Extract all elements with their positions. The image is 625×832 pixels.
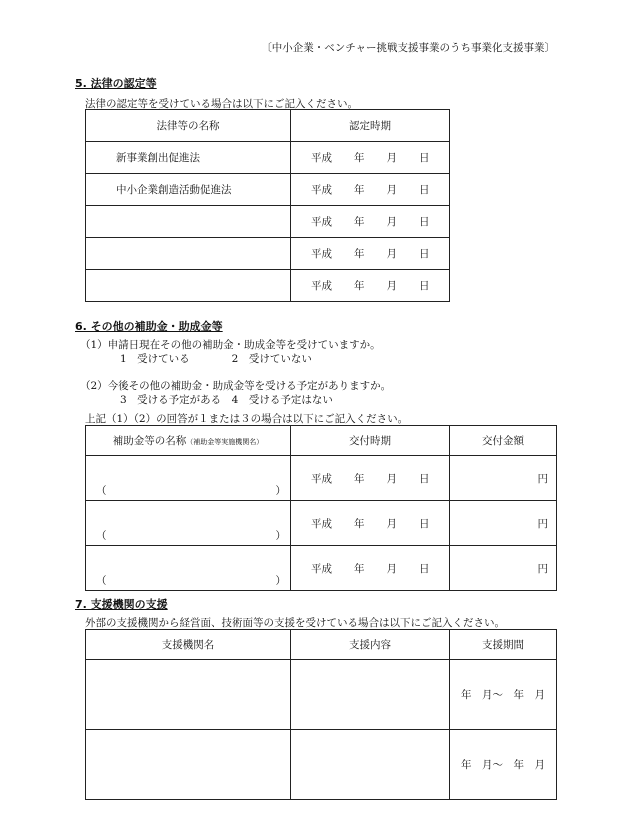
grant-date-cell[interactable] xyxy=(291,501,450,546)
support-period-text: 年 月～ 年 月 xyxy=(461,759,545,771)
section7-title: 7. 支援機関の支援 xyxy=(75,598,168,611)
program-note: 〔中小企業・ベンチャー挑戦支援事業のうち事業化支援事業〕 xyxy=(261,42,555,54)
month-label: 月 xyxy=(386,184,397,196)
year-label: 年 xyxy=(354,216,365,228)
yen-unit: 円 xyxy=(537,517,548,530)
grant-amount-cell[interactable] xyxy=(450,546,557,591)
grant-amount-header: 交付金額 xyxy=(450,426,557,456)
subsidy-name-cell[interactable] xyxy=(86,501,291,546)
section6-title: 6. その他の補助金・助成金等 xyxy=(75,320,223,333)
law-name-cell[interactable] xyxy=(86,142,291,174)
close-paren: ） xyxy=(275,485,286,497)
support-content-cell[interactable] xyxy=(291,730,450,800)
year-label: 年 xyxy=(354,280,365,292)
support-period-cell[interactable] xyxy=(450,730,557,800)
day-label: 日 xyxy=(419,152,430,164)
month-label: 月 xyxy=(386,152,397,164)
agency-name-cell[interactable] xyxy=(86,660,291,730)
law-name-cell[interactable] xyxy=(86,270,291,302)
month-label: 月 xyxy=(386,472,397,485)
certification-date-cell[interactable] xyxy=(291,270,450,302)
law-certification-table xyxy=(85,109,450,302)
year-label: 年 xyxy=(354,184,365,196)
close-paren: ） xyxy=(275,575,286,587)
day-label: 日 xyxy=(419,562,430,575)
law-name-text xyxy=(86,280,116,292)
grant-date-header: 交付時期 xyxy=(291,426,450,456)
open-paren: （ xyxy=(96,530,107,542)
certification-date-cell[interactable] xyxy=(291,142,450,174)
certification-date-cell[interactable] xyxy=(291,238,450,270)
law-name-cell[interactable] xyxy=(86,174,291,206)
era-label: 平成 xyxy=(311,562,332,575)
day-label: 日 xyxy=(419,248,430,260)
question-2: （2）今後その他の補助金・助成金等を受ける予定がありますか。 xyxy=(80,380,392,392)
question-2-options: 3 受ける予定がある 4 受ける予定はない xyxy=(120,394,333,406)
section7-note: 外部の支援機関から経営面、技術面等の支援を受けている場合は以下にご記入ください。 xyxy=(85,617,505,629)
era-label: 平成 xyxy=(311,216,332,228)
support-agency-table xyxy=(85,629,557,800)
day-label: 日 xyxy=(419,216,430,228)
support-period-header: 支援期間 xyxy=(450,630,557,660)
close-paren: ） xyxy=(275,530,286,542)
era-label: 平成 xyxy=(311,248,332,260)
day-label: 日 xyxy=(419,472,430,485)
law-name-header: 法律等の名称 xyxy=(86,110,291,142)
era-label: 平成 xyxy=(311,472,332,485)
support-period-cell[interactable] xyxy=(450,660,557,730)
section5-title: 5. 法律の認定等 xyxy=(75,77,157,90)
law-name-text: 新事業創出促進法 xyxy=(116,152,200,164)
agency-name-header: 支援機関名 xyxy=(86,630,291,660)
open-paren: （ xyxy=(96,485,107,497)
law-name-text: 中小企業創造活動促進法 xyxy=(116,184,232,196)
law-name-cell[interactable] xyxy=(86,206,291,238)
certification-date-header: 認定時期 xyxy=(291,110,450,142)
subsidy-name-cell[interactable] xyxy=(86,546,291,591)
subsidy-name-cell[interactable] xyxy=(86,456,291,501)
month-label: 月 xyxy=(386,280,397,292)
yen-unit: 円 xyxy=(537,472,548,485)
year-label: 年 xyxy=(354,472,365,485)
day-label: 日 xyxy=(419,184,430,196)
era-label: 平成 xyxy=(311,517,332,530)
law-name-text xyxy=(86,216,116,228)
era-label: 平成 xyxy=(311,280,332,292)
grant-date-cell[interactable] xyxy=(291,456,450,501)
era-label: 平成 xyxy=(311,152,332,164)
grant-amount-cell[interactable] xyxy=(450,456,557,501)
subsidy-agency-label: （補助金等実施機関名） xyxy=(186,438,264,446)
subsidy-name-label: 補助金等の名称 xyxy=(112,435,187,447)
day-label: 日 xyxy=(419,280,430,292)
question-1: （1）申請日現在その他の補助金・助成金等を受けていますか。 xyxy=(80,339,381,351)
support-period-text: 年 月～ 年 月 xyxy=(461,689,545,701)
year-label: 年 xyxy=(354,517,365,530)
law-name-cell[interactable] xyxy=(86,238,291,270)
agency-name-cell[interactable] xyxy=(86,730,291,800)
support-content-cell[interactable] xyxy=(291,660,450,730)
certification-date-cell[interactable] xyxy=(291,174,450,206)
law-name-text xyxy=(86,248,116,260)
grant-date-cell[interactable] xyxy=(291,546,450,591)
section5-note: 法律の認定等を受けている場合は以下にご記入ください。 xyxy=(85,98,358,110)
year-label: 年 xyxy=(354,562,365,575)
month-label: 月 xyxy=(386,517,397,530)
open-paren: （ xyxy=(96,575,107,587)
question-1-options: 1 受けている 2 受けていない xyxy=(120,353,312,365)
subsidy-instruction: 上記（1）（2）の回答が１または３の場合は以下にご記入ください。 xyxy=(85,413,409,425)
day-label: 日 xyxy=(419,517,430,530)
year-label: 年 xyxy=(354,152,365,164)
month-label: 月 xyxy=(386,216,397,228)
year-label: 年 xyxy=(354,248,365,260)
grant-amount-cell[interactable] xyxy=(450,501,557,546)
month-label: 月 xyxy=(386,562,397,575)
subsidy-table xyxy=(85,425,557,591)
certification-date-cell[interactable] xyxy=(291,206,450,238)
subsidy-name-header xyxy=(86,426,291,456)
support-content-header: 支援内容 xyxy=(291,630,450,660)
yen-unit: 円 xyxy=(537,562,548,575)
month-label: 月 xyxy=(386,248,397,260)
era-label: 平成 xyxy=(311,184,332,196)
